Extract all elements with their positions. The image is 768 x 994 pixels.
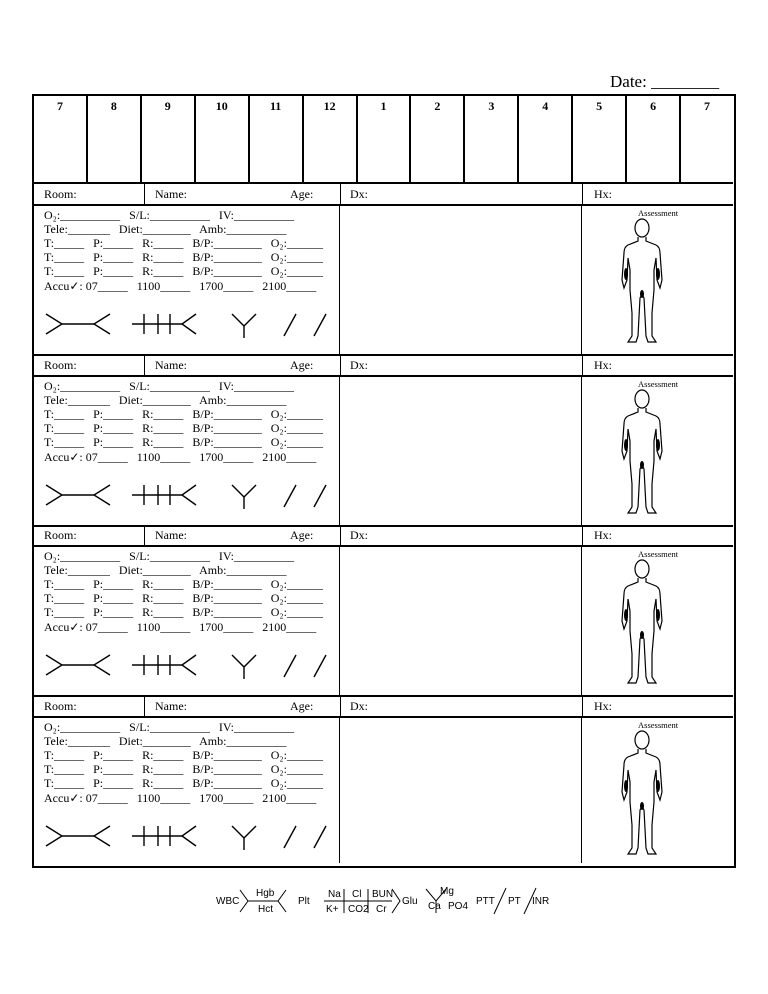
vitals-column (34, 377, 340, 525)
hx-label[interactable]: Hx: (594, 358, 612, 372)
age-label[interactable]: Age: (290, 528, 314, 542)
report-sheet (32, 94, 736, 868)
line-o2-sl-iv[interactable]: O₂:__________ S/L:__________ IV:__________ (44, 720, 294, 734)
patient-section (34, 696, 733, 868)
age-label[interactable]: Age: (290, 699, 314, 713)
hour-cell[interactable]: 7 (704, 99, 711, 113)
line-accucheck[interactable]: Accu✓: 07_____ 1100_____ 1700_____ 2100_____ (44, 279, 317, 293)
line-accucheck[interactable]: Accu✓: 07_____ 1100_____ 1700_____ 2100_____ (44, 450, 317, 464)
name-label[interactable]: Name: (155, 187, 187, 201)
hour-cell[interactable]: 6 (627, 96, 681, 182)
body-figure[interactable] (612, 718, 672, 858)
lab-wbc: WBC (216, 896, 240, 907)
cbc-left-bracket (240, 890, 248, 912)
line-vitals-2[interactable]: T:_____ P:_____ R:_____ B/P:________ O₂:______ (44, 421, 323, 435)
patient-body (34, 718, 733, 865)
body-figure[interactable] (612, 547, 672, 687)
body-outline-figure (612, 389, 672, 519)
body-figure[interactable] (612, 206, 672, 346)
patient-section (34, 525, 733, 697)
patient-header-row (34, 696, 733, 718)
lab-pt: PT (508, 896, 521, 907)
body-figure[interactable] (612, 377, 672, 517)
line-tele-diet-amb[interactable]: Tele:_______ Diet:________ Amb:__________ (44, 393, 287, 407)
assessment-column (582, 206, 733, 354)
hour-cell[interactable]: 7 (34, 96, 88, 182)
room-label[interactable]: Room: (44, 358, 77, 372)
hour-cell[interactable]: 1 (358, 96, 412, 182)
vitals-column (34, 718, 340, 863)
lab-k: K+ (326, 904, 339, 915)
body-outline-figure (612, 218, 672, 348)
hour-cell[interactable]: 3 (465, 96, 519, 182)
hour-cell[interactable]: 12 (304, 96, 358, 182)
hour-cell[interactable]: 2 (411, 96, 465, 182)
notes-column[interactable] (340, 377, 582, 525)
line-o2-sl-iv[interactable]: O₂:__________ S/L:__________ IV:__________ (44, 549, 294, 563)
line-vitals-2[interactable]: T:_____ P:_____ R:_____ B/P:________ O₂:______ (44, 250, 323, 264)
assessment-column (582, 547, 733, 695)
lab-glu: Glu (402, 896, 418, 907)
hour-cell[interactable]: 8 (88, 96, 142, 182)
room-label[interactable]: Room: (44, 699, 77, 713)
lab-fishbone-diagram (44, 820, 344, 854)
notes-column[interactable] (340, 718, 582, 863)
lab-mg: Mg (440, 886, 454, 897)
lab-fishbone-diagram (44, 479, 344, 513)
line-vitals-3[interactable]: T:_____ P:_____ R:_____ B/P:________ O₂:______ (44, 435, 323, 449)
patient-section (34, 184, 733, 356)
hx-label[interactable]: Hx: (594, 187, 612, 201)
lab-fishbone-legend (214, 884, 554, 920)
lab-fishbone-diagram (44, 649, 344, 683)
patient-header-row (34, 525, 733, 547)
hourly-timeline (34, 96, 733, 184)
ptt-slash (494, 888, 506, 914)
dx-label[interactable]: Dx: (350, 358, 368, 372)
lab-bun: BUN (372, 889, 394, 900)
bmp-right-bracket (392, 889, 400, 913)
date-field[interactable]: Date: ________ (610, 72, 720, 91)
body-outline-figure (612, 730, 672, 860)
lab-hgb: Hgb (256, 888, 275, 899)
line-vitals-1[interactable]: T:_____ P:_____ R:_____ B/P:________ O₂:______ (44, 407, 323, 421)
age-label[interactable]: Age: (290, 187, 314, 201)
line-vitals-3[interactable]: T:_____ P:_____ R:_____ B/P:________ O₂:______ (44, 264, 323, 278)
line-tele-diet-amb[interactable]: Tele:_______ Diet:________ Amb:__________ (44, 222, 287, 236)
line-vitals-2[interactable]: T:_____ P:_____ R:_____ B/P:________ O₂:______ (44, 591, 323, 605)
assessment-label: Assessment (638, 720, 679, 730)
body-outline-figure (612, 559, 672, 689)
lab-inr: INR (532, 896, 550, 907)
lab-ptt: PTT (476, 896, 495, 907)
lab-co2: CO2 (348, 904, 369, 915)
notes-column[interactable] (340, 547, 582, 695)
name-label[interactable]: Name: (155, 528, 187, 542)
patient-body (34, 377, 733, 527)
room-label[interactable]: Room: (44, 187, 77, 201)
assessment-column (582, 377, 733, 525)
lab-po4: PO4 (448, 901, 469, 912)
lab-na: Na (328, 889, 341, 900)
assessment-label: Assessment (638, 208, 679, 218)
line-vitals-3[interactable]: T:_____ P:_____ R:_____ B/P:________ O₂:______ (44, 776, 323, 790)
line-vitals-1[interactable]: T:_____ P:_____ R:_____ B/P:________ O₂:______ (44, 236, 323, 250)
lab-cl: Cl (352, 889, 362, 900)
line-tele-diet-amb[interactable]: Tele:_______ Diet:________ Amb:__________ (44, 563, 287, 577)
name-label[interactable]: Name: (155, 699, 187, 713)
assessment-label: Assessment (638, 379, 679, 389)
line-tele-diet-amb[interactable]: Tele:_______ Diet:________ Amb:__________ (44, 734, 287, 748)
cbc-right-bracket (278, 890, 286, 912)
age-label[interactable]: Age: (290, 358, 314, 372)
lab-hct: Hct (258, 904, 273, 915)
line-vitals-1[interactable]: T:_____ P:_____ R:_____ B/P:________ O₂:______ (44, 577, 323, 591)
line-accucheck[interactable]: Accu✓: 07_____ 1100_____ 1700_____ 2100_____ (44, 620, 317, 634)
vitals-column (34, 206, 340, 354)
lab-fishbone-diagram (44, 308, 344, 342)
line-vitals-2[interactable]: T:_____ P:_____ R:_____ B/P:________ O₂:______ (44, 762, 323, 776)
line-o2-sl-iv[interactable]: O₂:__________ S/L:__________ IV:__________ (44, 379, 294, 393)
patient-body (34, 547, 733, 697)
line-vitals-1[interactable]: T:_____ P:_____ R:_____ B/P:________ O₂:______ (44, 748, 323, 762)
assessment-column (582, 718, 733, 863)
vitals-column (34, 547, 340, 695)
assessment-label: Assessment (638, 549, 679, 559)
patient-section (34, 355, 733, 527)
hx-label[interactable]: Hx: (594, 699, 612, 713)
line-vitals-3[interactable]: T:_____ P:_____ R:_____ B/P:________ O₂:______ (44, 605, 323, 619)
dx-label[interactable]: Dx: (350, 528, 368, 542)
patient-header-row (34, 184, 733, 206)
dx-label[interactable]: Dx: (350, 187, 368, 201)
dx-label[interactable]: Dx: (350, 699, 368, 713)
lab-ca: Ca (428, 901, 441, 912)
room-label[interactable]: Room: (44, 528, 77, 542)
hour-cell[interactable]: 10 (196, 96, 250, 182)
hour-cell[interactable]: 9 (142, 96, 196, 182)
notes-column[interactable] (340, 206, 582, 354)
name-label[interactable]: Name: (155, 358, 187, 372)
lab-cr: Cr (376, 904, 387, 915)
hx-label[interactable]: Hx: (594, 528, 612, 542)
hour-cell[interactable]: 5 (573, 96, 627, 182)
line-o2-sl-iv[interactable]: O₂:__________ S/L:__________ IV:__________ (44, 208, 294, 222)
line-accucheck[interactable]: Accu✓: 07_____ 1100_____ 1700_____ 2100_____ (44, 791, 317, 805)
lab-plt: Plt (298, 896, 310, 907)
patient-header-row (34, 355, 733, 377)
hour-cell[interactable]: 4 (519, 96, 573, 182)
hour-cell[interactable]: 11 (250, 96, 304, 182)
patient-body (34, 206, 733, 356)
